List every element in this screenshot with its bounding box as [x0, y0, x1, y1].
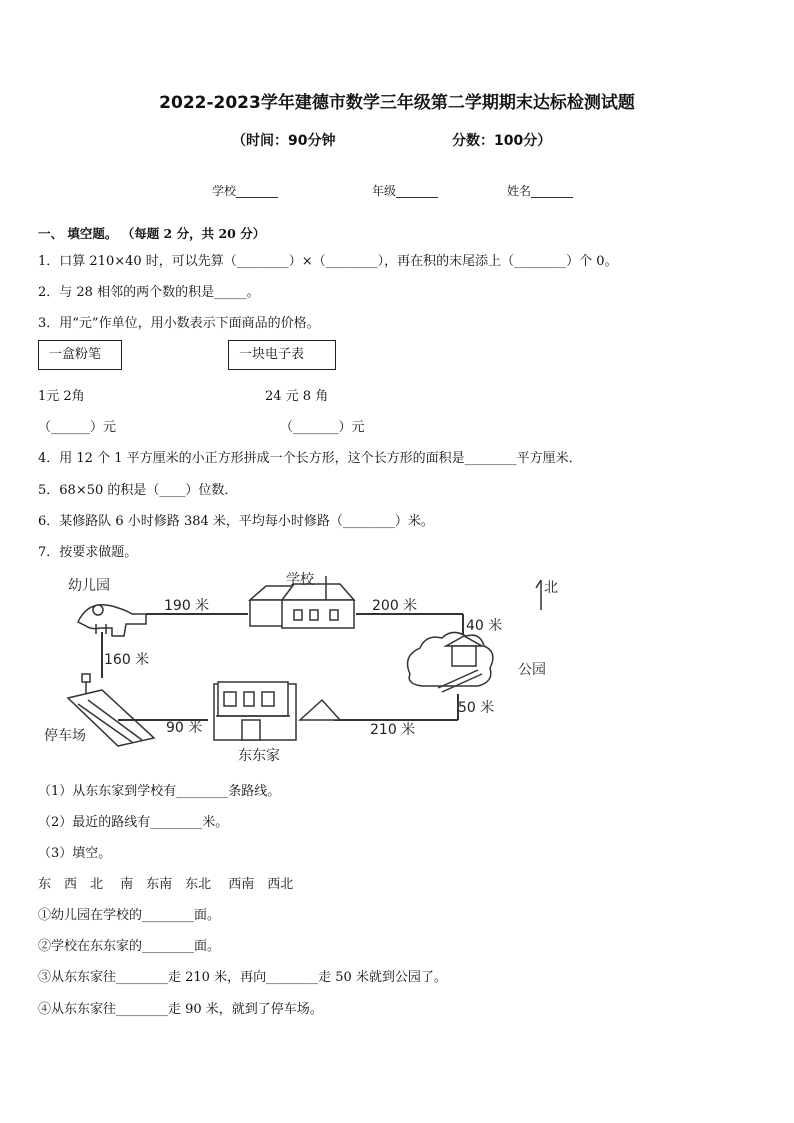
- item-box-chalk: [38, 340, 122, 370]
- blank-chalk: （______）元: [38, 420, 117, 435]
- distance-210: 210 米: [370, 722, 416, 738]
- direction-list: 东 西 北 南 东南 东北 西南 西北: [38, 877, 294, 892]
- distance-40: 40 米: [466, 618, 503, 634]
- school-field: 学校_______: [212, 184, 279, 198]
- question-7-a: ①幼儿园在学校的________面。: [38, 908, 221, 923]
- home-icon: [214, 682, 340, 740]
- question-7-1: （1）从东东家到学校有________条路线。: [38, 784, 281, 799]
- question-7-3: （3）填空。: [38, 846, 112, 861]
- grade-field: 年级_______: [372, 184, 439, 198]
- item-watch-label: 一块电子表: [239, 347, 305, 362]
- question-7-b: ②学校在东东家的________面。: [38, 939, 221, 954]
- price-watch: 24 元 8 角: [265, 389, 329, 404]
- item-box-watch: [228, 340, 336, 370]
- question-1: 1．口算 210×40 时，可以先算（________）×（________），再在积的末尾添上（________）个 0。: [38, 254, 618, 269]
- page-title: 2022-2023学年建德市数学三年级第二学期期末达标检测试题: [159, 93, 635, 113]
- blank-watch: （_______）元: [280, 420, 365, 435]
- route-map: [38, 570, 578, 766]
- exam-score: 分数：100分）: [452, 133, 552, 149]
- exam-time: （时间：90分钟: [232, 133, 336, 149]
- label-kindergarten: 幼儿园: [68, 578, 110, 594]
- question-7: 7．按要求做题。: [38, 545, 138, 560]
- name-field: 姓名_______: [507, 184, 574, 198]
- distance-160: 160 米: [104, 652, 150, 668]
- distance-200: 200 米: [372, 598, 418, 614]
- label-north: 北: [544, 580, 558, 596]
- price-chalk: 1元 2角: [38, 389, 85, 404]
- kindergarten-icon: [78, 605, 146, 636]
- question-7-d: ④从东东家往________走 90 米，就到了停车场。: [38, 1002, 323, 1017]
- north-arrow-icon: [536, 580, 541, 610]
- question-4: 4．用 12 个 1 平方厘米的小正方形拼成一个长方形，这个长方形的面积是________平方厘米．: [38, 451, 582, 466]
- item-chalk-label: 一盒粉笔: [49, 347, 102, 362]
- label-parking: 停车场: [44, 728, 86, 744]
- question-6: 6．某修路队 6 小时修路 384 米，平均每小时修路（________）米。: [38, 514, 434, 529]
- question-7-c: ③从东东家往________走 210 米，再向________走 50 米就到公园了。: [38, 970, 447, 985]
- distance-190: 190 米: [164, 598, 210, 614]
- section-heading: 一、 填空题。 （每题 2 分，共 20 分）: [38, 226, 266, 241]
- label-school: 学校: [286, 572, 314, 588]
- question-2: 2．与 28 相邻的两个数的积是_____。: [38, 285, 260, 300]
- label-park: 公园: [518, 662, 546, 678]
- question-5: 5．68×50 的积是（____）位数．: [38, 483, 238, 498]
- question-3: 3．用“元”作单位，用小数表示下面商品的价格。: [38, 316, 320, 331]
- label-home: 东东家: [238, 748, 280, 764]
- distance-50: 50 米: [458, 700, 495, 716]
- question-7-2: （2）最近的路线有________米。: [38, 815, 229, 830]
- distance-90: 90 米: [166, 720, 203, 736]
- park-icon: [408, 632, 493, 692]
